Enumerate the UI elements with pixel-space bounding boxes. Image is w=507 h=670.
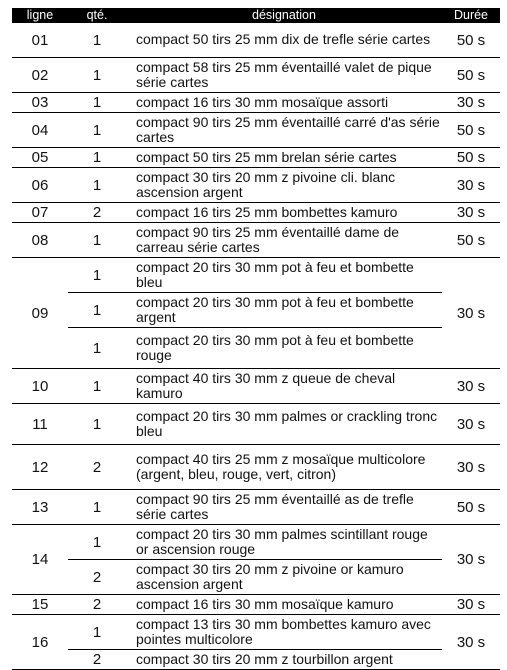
ligne-cell: 09 xyxy=(12,258,68,369)
table-row xyxy=(12,525,500,560)
designation-cell: compact 30 tirs 20 mm z pivoine cli. blanc ascension argent xyxy=(126,168,442,203)
qte-cell: 1 xyxy=(68,490,126,525)
table-row xyxy=(12,258,500,293)
program-table xyxy=(12,8,500,670)
table-subrow xyxy=(12,560,500,595)
ligne-cell: 07 xyxy=(12,203,68,223)
header-qte: qté. xyxy=(68,8,126,23)
ligne-cell: 08 xyxy=(12,223,68,258)
qte-cell: 1 xyxy=(68,168,126,203)
header-ligne: ligne xyxy=(12,8,68,23)
table-row xyxy=(12,113,500,148)
duree-cell: 30 s xyxy=(442,258,500,369)
ligne-cell: 16 xyxy=(12,615,68,670)
table-row xyxy=(12,23,500,58)
qte-cell: 1 xyxy=(68,615,126,650)
qte-cell: 1 xyxy=(68,258,126,293)
table-row xyxy=(12,58,500,93)
designation-cell: compact 30 tirs 20 mm z tourbillon argent xyxy=(126,650,442,670)
table-subrow xyxy=(12,328,500,369)
duree-cell: 50 s xyxy=(442,148,500,168)
table-body xyxy=(12,23,500,670)
duree-cell: 30 s xyxy=(442,203,500,223)
qte-cell: 2 xyxy=(68,650,126,670)
ligne-cell: 02 xyxy=(12,58,68,93)
duree-cell: 30 s xyxy=(442,168,500,203)
ligne-cell: 10 xyxy=(12,369,68,404)
duree-cell: 30 s xyxy=(442,404,500,445)
table-row xyxy=(12,168,500,203)
table-row xyxy=(12,404,500,445)
qte-cell: 1 xyxy=(68,328,126,369)
qte-cell: 2 xyxy=(68,560,126,595)
qte-cell: 1 xyxy=(68,369,126,404)
qte-cell: 1 xyxy=(68,58,126,93)
qte-cell: 2 xyxy=(68,595,126,615)
table-row xyxy=(12,223,500,258)
ligne-cell: 14 xyxy=(12,525,68,595)
designation-cell: compact 50 tirs 25 mm dix de trefle série cartes xyxy=(126,23,442,58)
ligne-cell: 13 xyxy=(12,490,68,525)
ligne-cell: 04 xyxy=(12,113,68,148)
duree-cell: 30 s xyxy=(442,369,500,404)
qte-cell: 1 xyxy=(68,223,126,258)
table-row xyxy=(12,490,500,525)
designation-cell: compact 40 tirs 25 mm z mosaïque multicolore (argent, bleu, rouge, vert, citron) xyxy=(126,445,442,490)
qte-cell: 1 xyxy=(68,93,126,113)
designation-cell: compact 20 tirs 30 mm pot à feu et bombette rouge xyxy=(126,328,442,369)
program-table-wrapper xyxy=(12,8,500,670)
designation-cell: compact 20 tirs 30 mm pot à feu et bombette bleu xyxy=(126,258,442,293)
duree-cell: 50 s xyxy=(442,23,500,58)
table-row xyxy=(12,445,500,490)
table-row xyxy=(12,595,500,615)
table-row xyxy=(12,148,500,168)
designation-cell: compact 20 tirs 30 mm pot à feu et bombette argent xyxy=(126,293,442,328)
duree-cell: 50 s xyxy=(442,490,500,525)
qte-cell: 1 xyxy=(68,23,126,58)
duree-cell: 30 s xyxy=(442,525,500,595)
designation-cell: compact 90 tirs 25 mm éventaillé as de trefle série cartes xyxy=(126,490,442,525)
ligne-cell: 05 xyxy=(12,148,68,168)
header-designation: désignation xyxy=(126,8,442,23)
qte-cell: 1 xyxy=(68,404,126,445)
designation-cell: compact 90 tirs 25 mm éventaillé carré d'as série cartes xyxy=(126,113,442,148)
designation-cell: compact 20 tirs 30 mm palmes or crackling tronc bleu xyxy=(126,404,442,445)
designation-cell: compact 16 tirs 25 mm bombettes kamuro xyxy=(126,203,442,223)
designation-cell: compact 90 tirs 25 mm éventaillé dame de carreau série cartes xyxy=(126,223,442,258)
qte-cell: 1 xyxy=(68,293,126,328)
designation-cell: compact 50 tirs 25 mm brelan série cartes xyxy=(126,148,442,168)
designation-cell: compact 16 tirs 30 mm mosaïque assorti xyxy=(126,93,442,113)
qte-cell: 2 xyxy=(68,445,126,490)
duree-cell: 30 s xyxy=(442,445,500,490)
duree-cell: 50 s xyxy=(442,223,500,258)
designation-cell: compact 58 tirs 25 mm éventaillé valet de pique série cartes xyxy=(126,58,442,93)
qte-cell: 2 xyxy=(68,203,126,223)
table-row xyxy=(12,615,500,650)
duree-cell: 50 s xyxy=(442,113,500,148)
table-row xyxy=(12,369,500,404)
designation-cell: compact 30 tirs 20 mm z pivoine or kamuro ascension argent xyxy=(126,560,442,595)
duree-cell: 30 s xyxy=(442,615,500,670)
ligne-cell: 01 xyxy=(12,23,68,58)
qte-cell: 1 xyxy=(68,148,126,168)
ligne-cell: 06 xyxy=(12,168,68,203)
table-subrow xyxy=(12,293,500,328)
designation-cell: compact 20 tirs 30 mm palmes scintillant rouge or ascension rouge xyxy=(126,525,442,560)
table-row xyxy=(12,203,500,223)
duree-cell: 30 s xyxy=(442,93,500,113)
ligne-cell: 11 xyxy=(12,404,68,445)
designation-cell: compact 40 tirs 30 mm z queue de cheval kamuro xyxy=(126,369,442,404)
table-row xyxy=(12,93,500,113)
qte-cell: 1 xyxy=(68,113,126,148)
ligne-cell: 03 xyxy=(12,93,68,113)
designation-cell: compact 16 tirs 30 mm mosaïque kamuro xyxy=(126,595,442,615)
table-header xyxy=(12,8,500,23)
ligne-cell: 15 xyxy=(12,595,68,615)
header-duree: Durée xyxy=(442,8,500,23)
duree-cell: 30 s xyxy=(442,595,500,615)
designation-cell: compact 13 tirs 30 mm bombettes kamuro avec pointes multicolore xyxy=(126,615,442,650)
duree-cell: 50 s xyxy=(442,58,500,93)
ligne-cell: 12 xyxy=(12,445,68,490)
qte-cell: 1 xyxy=(68,525,126,560)
